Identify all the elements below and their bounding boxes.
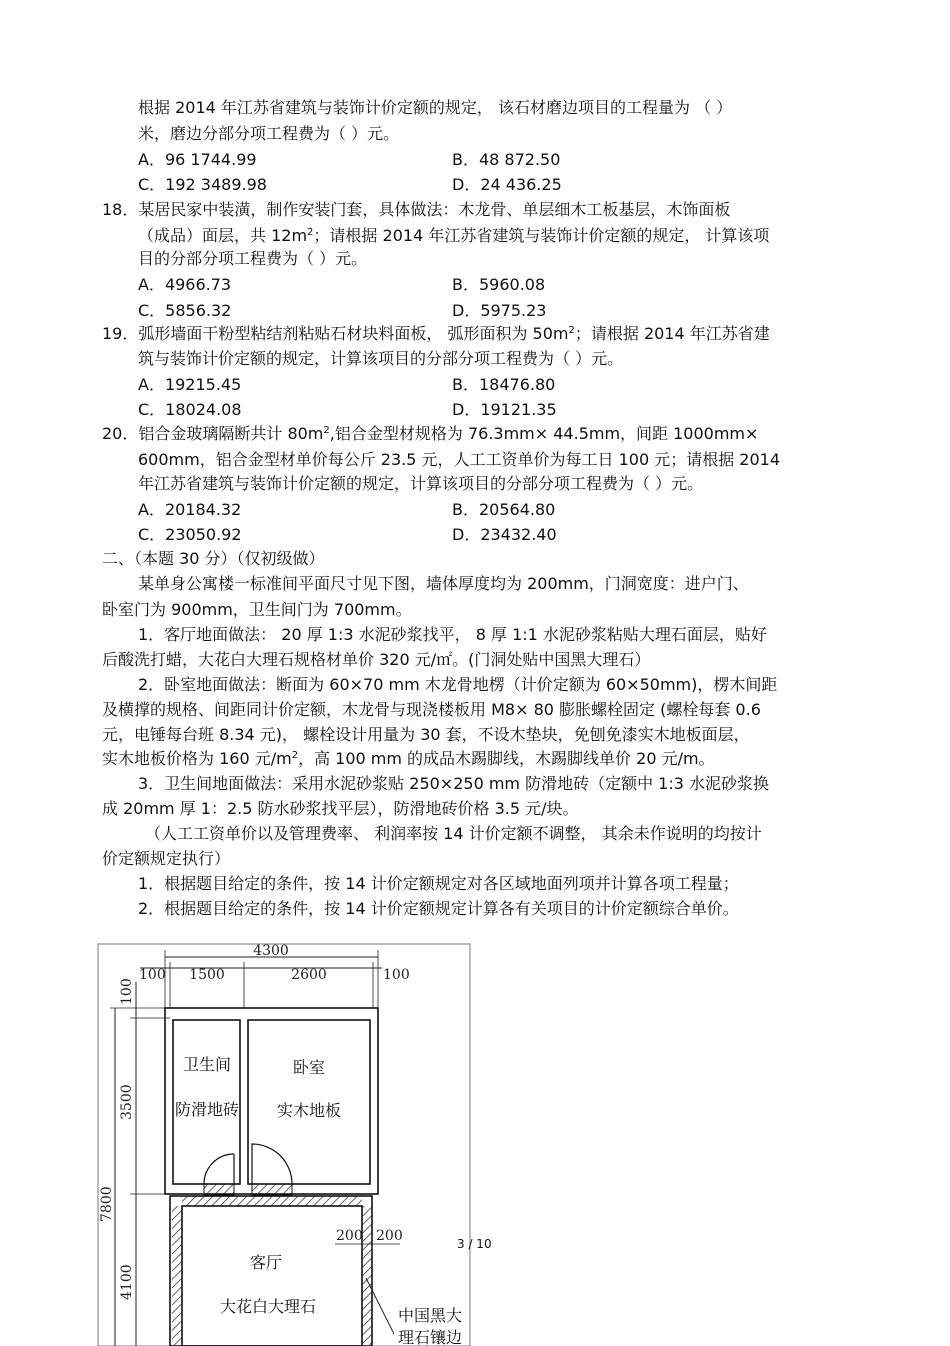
dim-1500-label: 1500 [189,967,225,983]
note-line-1: （人工工资单价以及管理费率、 利润率按 14 计价定额不调整， 其余未作说明的均按计 [145,824,762,843]
q20-line-3: 年江苏省建筑与装饰计价定额的规定，计算该项目的分部分项工程费为（ ）元。 [138,474,704,493]
q17-line-2: 米，磨边分部分项工程费为（ ）元。 [138,124,400,143]
dim-200-a-label: 200 [336,1228,363,1244]
note-line-2: 价定额规定执行） [102,849,231,868]
q18-line-1: 18．某居民家中装潢，制作安装门套，具体做法：木龙骨、单层细木工板基层，木饰面板 [102,200,731,219]
bedroom-floor-line-3: 元，电锤每台班 8.34 元)， 螺栓设计用量为 30 套，不设木垫块，免刨免漆实木地板面层， [102,725,750,744]
q17-option-c: C．192 3489.98 [138,175,267,194]
q19-line-2: 筑与装饰计价定额的规定，计算该项目的分部分项工程费为（ ）元。 [138,349,624,368]
living-border-right [362,1206,372,1346]
bedroom-door-swing [252,1144,292,1184]
q19-option-b: B．18476.80 [452,375,556,394]
living-border-left [172,1206,182,1346]
border-note-line-2: 理石镶边 [398,1328,463,1346]
q18-option-b: B．5960.08 [452,275,546,294]
bedroom-floor-label: 实木地板 [276,1101,342,1120]
q20-line-2: 600mm，铝合金型材单价每公斤 23.5 元，人工工资单价为每工日 100 元；请根据 2014 [138,450,781,469]
q19-option-a: A．19215.45 [138,375,242,394]
dim-100-right-label: 100 [383,967,410,983]
bedroom-floor-line-4: 实木地板价格为 160 元$/m^2$，高 100 mm 的成品木踢脚线，木踢脚线单价 20 元/m。 [102,749,715,768]
bathroom-door-swing [204,1154,234,1184]
dim-2600-label: 2600 [291,967,327,983]
task-1: 1．根据题目给定的条件，按 14 计价定额规定对各区域地面列项并计算各项工程量； [138,874,739,893]
q20-option-c: C．23050.92 [138,525,242,544]
q17-option-a: A．96 1744.99 [138,150,257,169]
living-floor-line-2: 后酸洗打蜡，大花白大理石规格材单价 320 元/㎡。(门洞处贴中国黑大理石） [102,650,651,669]
q20-option-b: B．20564.80 [452,500,556,519]
q19-option-c: C．18024.08 [138,400,242,419]
part2-intro-line-2: 卧室门为 900mm，卫生间门为 700mm。 [102,600,412,619]
bedroom-label: 卧室 [292,1058,326,1077]
living-floor-label: 大花白大理石 [219,1297,317,1316]
bathroom-threshold [204,1184,234,1195]
bathroom-floor-line-1: 3．卫生间地面做法：采用水泥砂浆贴 250×250 mm 防滑地砖（定额中 1:3 水泥砂浆换 [138,774,770,793]
dim-total-label: 4300 [253,943,289,959]
q17-line-1: 根据 2014 年江苏省建筑与装饰计价定额的规定， 该石材磨边项目的工程量为 （ ） [138,98,733,117]
q18-option-d: D．5975.23 [452,301,547,320]
page-number: 3 / 10 [457,1237,492,1251]
q17-option-d: D．24 436.25 [452,175,562,194]
dim-200-b-label: 200 [376,1228,403,1244]
part2-heading: 二、（本题 30 分）（仅初级做） [102,549,325,568]
bedroom-floor-line-2: 及横撑的规格、间距同计价定额，木龙骨与现浇楼板用 M8× 80 膨胀螺栓固定 (螺栓每套 0.6 [102,700,761,719]
q19-option-d: D．19121.35 [452,400,557,419]
q18-option-c: C．5856.32 [138,301,232,320]
living-border-top [182,1196,362,1206]
q20-option-d: D．23432.40 [452,525,557,544]
q18-option-a: A．4966.73 [138,275,232,294]
bathroom-floor-label: 防滑地砖 [174,1100,240,1119]
living-room [182,1206,362,1346]
q19-line-1: 19．弧形墙面干粉型粘结剂粘贴石材块料面板， 弧形面积为 $50m^2$；请根据 2014 年江苏省建 [102,324,770,343]
q20-line-1: 20．铝合金玻璃隔断共计 $80m^2$,铝合金型材规格为 76.3mm× 44.5mm，间距 1000mm× [102,424,759,443]
vdim-4100-label: 4100 [119,1264,135,1300]
q18-line-2: （成品）面层，共 $12m^2$；请根据 2014 年江苏省建筑与装饰计价定额的规定， 计算该项 [138,226,770,245]
dim-100-left-label: 100 [139,967,166,983]
q17-option-b: B．48 872.50 [452,150,561,169]
vdim-100-label: 100 [119,978,135,1005]
part2-intro-line-1: 某单身公寓楼一标准间平面尺寸见下图，墙体厚度均为 200mm，门洞宽度：进户门、 [138,574,749,593]
living-label: 客厅 [249,1253,283,1272]
q18-line-3: 目的分部分项工程费为（ ）元。 [138,249,368,268]
border-note-line-1: 中国黑大 [398,1306,463,1325]
bathroom-label: 卫生间 [182,1055,232,1074]
figure-frame [98,944,470,1346]
task-2: 2．根据题目给定的条件，按 14 计价定额规定计算各有关项目的计价定额综合单价。 [138,899,739,918]
bathroom-floor-line-2: 成 20mm 厚 1：2.5 防水砂浆找平层），防滑地砖价格 3.5 元/块。 [102,799,579,818]
living-floor-line-1: 1．客厅地面做法： 20 厚 1:3 水泥砂浆找平， 8 厚 1:1 水泥砂浆粘贴大理石面层，贴好 [138,625,767,644]
bedroom-floor-line-1: 2．卧室地面做法：断面为 60×70 mm 木龙骨地楞（计价定额为 60×50mm)，楞木间距 [138,675,778,694]
q20-option-a: A．20184.32 [138,500,242,519]
vdim-7800-label: 7800 [99,1186,115,1222]
bedroom-threshold [252,1184,292,1195]
vdim-3500-label: 3500 [119,1084,135,1120]
